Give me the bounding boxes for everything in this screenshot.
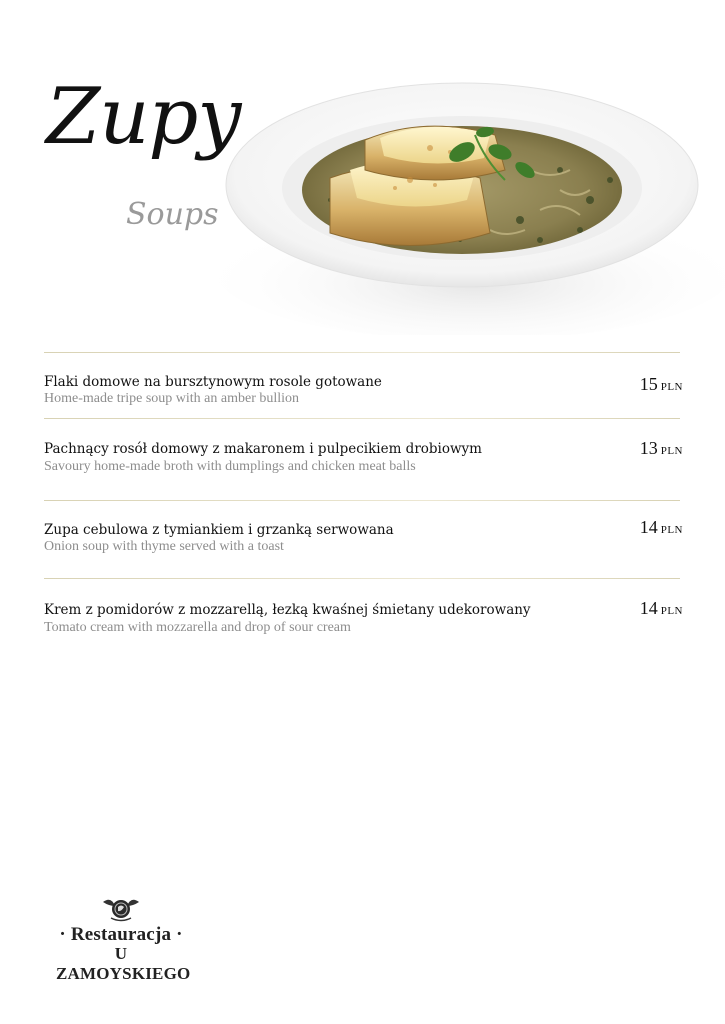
menu-item-name-en: Tomato cream with mozzarella and drop of sour cream	[44, 620, 351, 635]
page-title: Zupy	[46, 72, 241, 162]
divider	[44, 418, 680, 419]
menu-item-price	[640, 517, 683, 538]
price-value: 14	[639, 598, 658, 618]
menu-item-name-pl: Pachnący rosół domowy z makaronem i pulpecikiem drobiowym	[44, 441, 482, 457]
menu-item-name-pl: Flaki domowe na bursztynowym rosole gotowane	[44, 374, 382, 390]
divider	[44, 500, 680, 501]
restaurant-logo	[56, 896, 191, 986]
menu-item-name-en: Savoury home-made broth with dumplings and chicken meat balls	[44, 459, 416, 474]
menu-item-price	[640, 374, 683, 395]
menu-item-name-pl: Zupa cebulowa z tymiankiem i grzanką serwowana	[44, 522, 394, 538]
crest-icon	[101, 896, 141, 922]
price-value: 14	[639, 517, 658, 537]
logo-line-1: · Restauracja ·	[59, 924, 183, 945]
divider	[44, 352, 680, 353]
menu-item-price	[640, 598, 683, 619]
price-currency: PLN	[660, 524, 683, 536]
menu-item-name-en: Home-made tripe soup with an amber bullion	[44, 391, 300, 406]
menu-item-name-en: Onion soup with thyme served with a toast	[44, 539, 284, 554]
divider	[44, 578, 680, 579]
soup-bowl-photo	[200, 60, 725, 335]
price-currency: PLN	[660, 605, 683, 617]
price-currency: PLN	[660, 445, 683, 457]
page-subtitle: Soups	[126, 197, 219, 232]
menu-item-name-pl: Krem z pomidorów z mozzarellą, łezką kwaśnej śmietany udekorowany	[44, 602, 531, 618]
menu-item-price	[640, 438, 683, 459]
price-value: 15	[639, 374, 658, 394]
price-value: 13	[639, 438, 658, 458]
price-currency: PLN	[660, 381, 683, 393]
logo-line-2: U ZAMOYSKIEGO	[56, 944, 191, 983]
